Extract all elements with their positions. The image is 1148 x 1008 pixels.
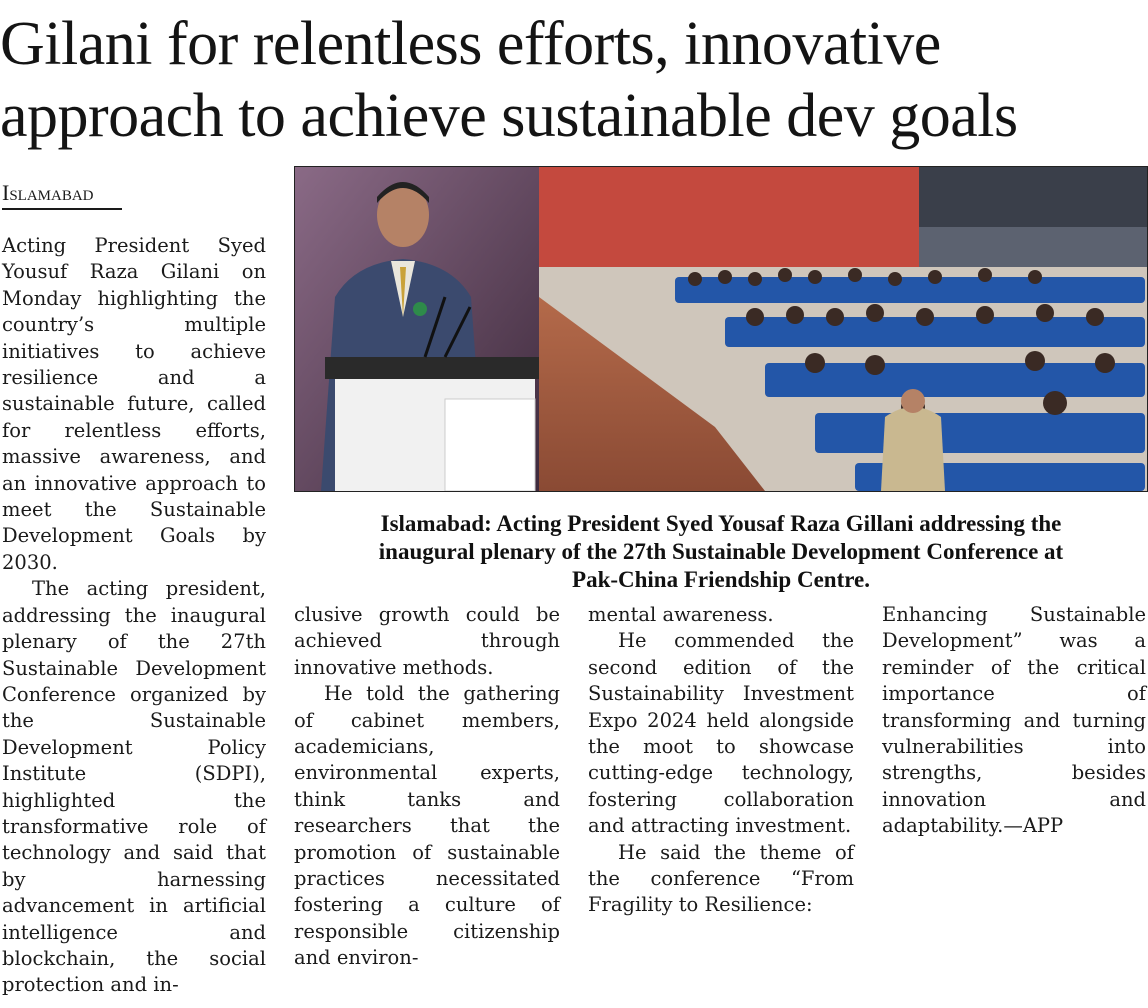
article-column-1 [2, 233, 266, 999]
caption-line-2: inaugural plenary of the 27th Sustainable Development Conference at [378, 539, 1064, 564]
headline [0, 8, 1148, 152]
article-column-2 [294, 602, 560, 972]
paragraph: Enhancing Sustainable Development” was a reminder of the critical importance of transforming and turning vulnerabilities into strengths, besides innovation and adaptability.—APP [882, 603, 1146, 838]
dateline: Islamabad [2, 180, 122, 210]
caption-line-1: Islamabad: Acting President Syed Yousaf Raza Gillani addressing the [380, 511, 1062, 536]
paragraph: He commended the second edition of the Sustainability Investment Expo 2024 held alongside the moot to showcase cutting-edge technology, fostering collaboration and attracting investment. [588, 629, 854, 838]
photo-caption [294, 510, 1148, 594]
headline-line-1: Gilani for relentless efforts, innovative [0, 10, 941, 78]
article-column-3 [588, 602, 854, 919]
paragraph: Acting President Syed Yousuf Raza Gilani on Monday highlighting the country’s multiple initiatives to achieve resilience and a sustainable future, called for relentless efforts, massive awareness, and an innovative approach to meet the Sustainable Development Goals by 2030. [2, 234, 266, 574]
paragraph: He said the theme of the conference “From Fragility to Resilience: [588, 840, 854, 917]
news-photo [294, 166, 1148, 492]
paragraph: He told the gathering of cabinet members, academicians, environmental experts, think tanks and researchers that the promotion of sustainable practices necessitated fostering a culture of responsible citizenship and environ- [294, 682, 560, 970]
paragraph: clusive growth could be achieved through innovative methods. [294, 603, 560, 679]
headline-line-2: approach to achieve sustainable dev goals [0, 82, 1018, 150]
paragraph: The acting president, addressing the inaugural plenary of the 27th Sustainable Development Conference organized by the Sustainable Development Policy Institute (SDPI), highlighted the transformative role of technology and said that by harnessing advancement in artificial intelligence and blockchain, the social protection and in- [2, 577, 266, 997]
caption-line-3: Pak-China Friendship Centre. [572, 567, 870, 592]
article-column-4 [882, 602, 1146, 840]
photo-press-conference-icon [295, 167, 1147, 491]
paragraph: mental awareness. [588, 603, 774, 626]
